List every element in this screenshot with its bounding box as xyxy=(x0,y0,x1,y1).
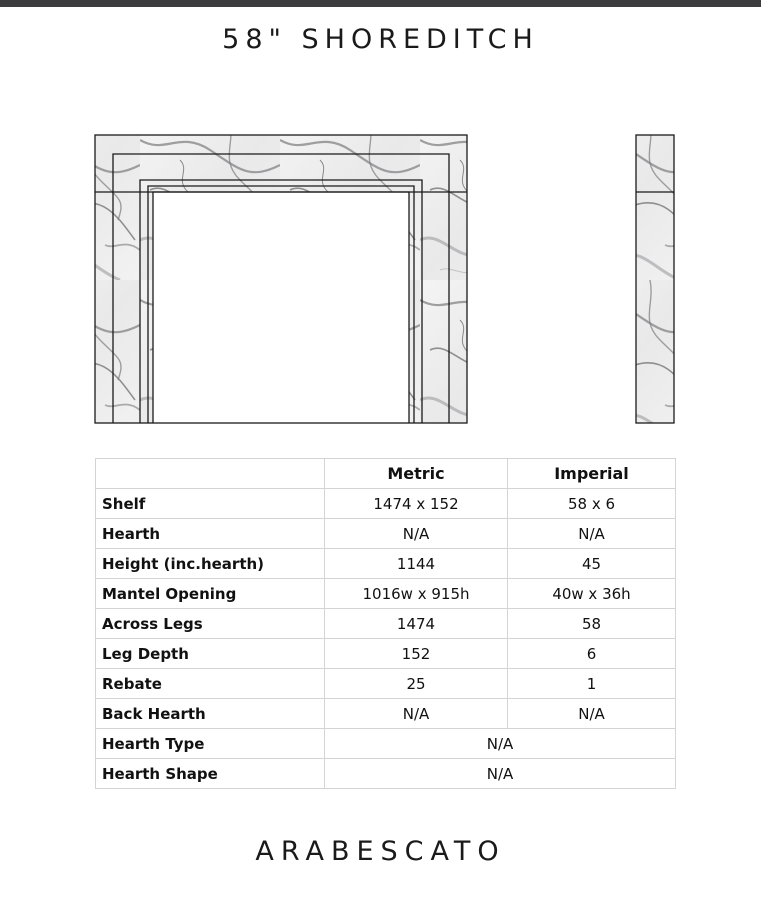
merged-value: N/A xyxy=(325,759,676,789)
table-row xyxy=(96,519,676,549)
table-row xyxy=(96,489,676,519)
header-metric: Metric xyxy=(325,459,508,489)
header-corner xyxy=(96,459,325,489)
row-label: Hearth Shape xyxy=(96,759,325,789)
imperial-value: 1 xyxy=(508,669,676,699)
table-row-merged xyxy=(96,759,676,789)
spec-table xyxy=(95,458,676,789)
imperial-value: 58 x 6 xyxy=(508,489,676,519)
table-row xyxy=(96,549,676,579)
imperial-value: 6 xyxy=(508,639,676,669)
table-row xyxy=(96,579,676,609)
row-label: Height (inc.hearth) xyxy=(96,549,325,579)
metric-value: 152 xyxy=(325,639,508,669)
row-label: Leg Depth xyxy=(96,639,325,669)
row-label: Back Hearth xyxy=(96,699,325,729)
imperial-value: N/A xyxy=(508,519,676,549)
metric-value: 25 xyxy=(325,669,508,699)
row-label: Hearth xyxy=(96,519,325,549)
table-row xyxy=(96,669,676,699)
row-label: Hearth Type xyxy=(96,729,325,759)
top-bar xyxy=(0,0,761,7)
metric-value: N/A xyxy=(325,519,508,549)
product-title: 58" SHOREDITCH xyxy=(222,24,539,55)
row-label: Rebate xyxy=(96,669,325,699)
metric-value: 1144 xyxy=(325,549,508,579)
table-row-merged xyxy=(96,729,676,759)
row-label: Shelf xyxy=(96,489,325,519)
table-row xyxy=(96,609,676,639)
table-header-row xyxy=(96,459,676,489)
row-label: Across Legs xyxy=(96,609,325,639)
imperial-value: 45 xyxy=(508,549,676,579)
metric-value: 1474 xyxy=(325,609,508,639)
imperial-value: 58 xyxy=(508,609,676,639)
imperial-value: N/A xyxy=(508,699,676,729)
table-row xyxy=(96,639,676,669)
imperial-value: 40w x 36h xyxy=(508,579,676,609)
fireplace-drawing xyxy=(0,120,761,430)
row-label: Mantel Opening xyxy=(96,579,325,609)
side-elevation xyxy=(636,135,674,423)
table-row xyxy=(96,699,676,729)
header-imperial: Imperial xyxy=(508,459,676,489)
merged-value: N/A xyxy=(325,729,676,759)
material-name: ARABESCATO xyxy=(255,836,506,867)
metric-value: 1474 x 152 xyxy=(325,489,508,519)
metric-value: N/A xyxy=(325,699,508,729)
metric-value: 1016w x 915h xyxy=(325,579,508,609)
front-elevation xyxy=(95,135,467,423)
